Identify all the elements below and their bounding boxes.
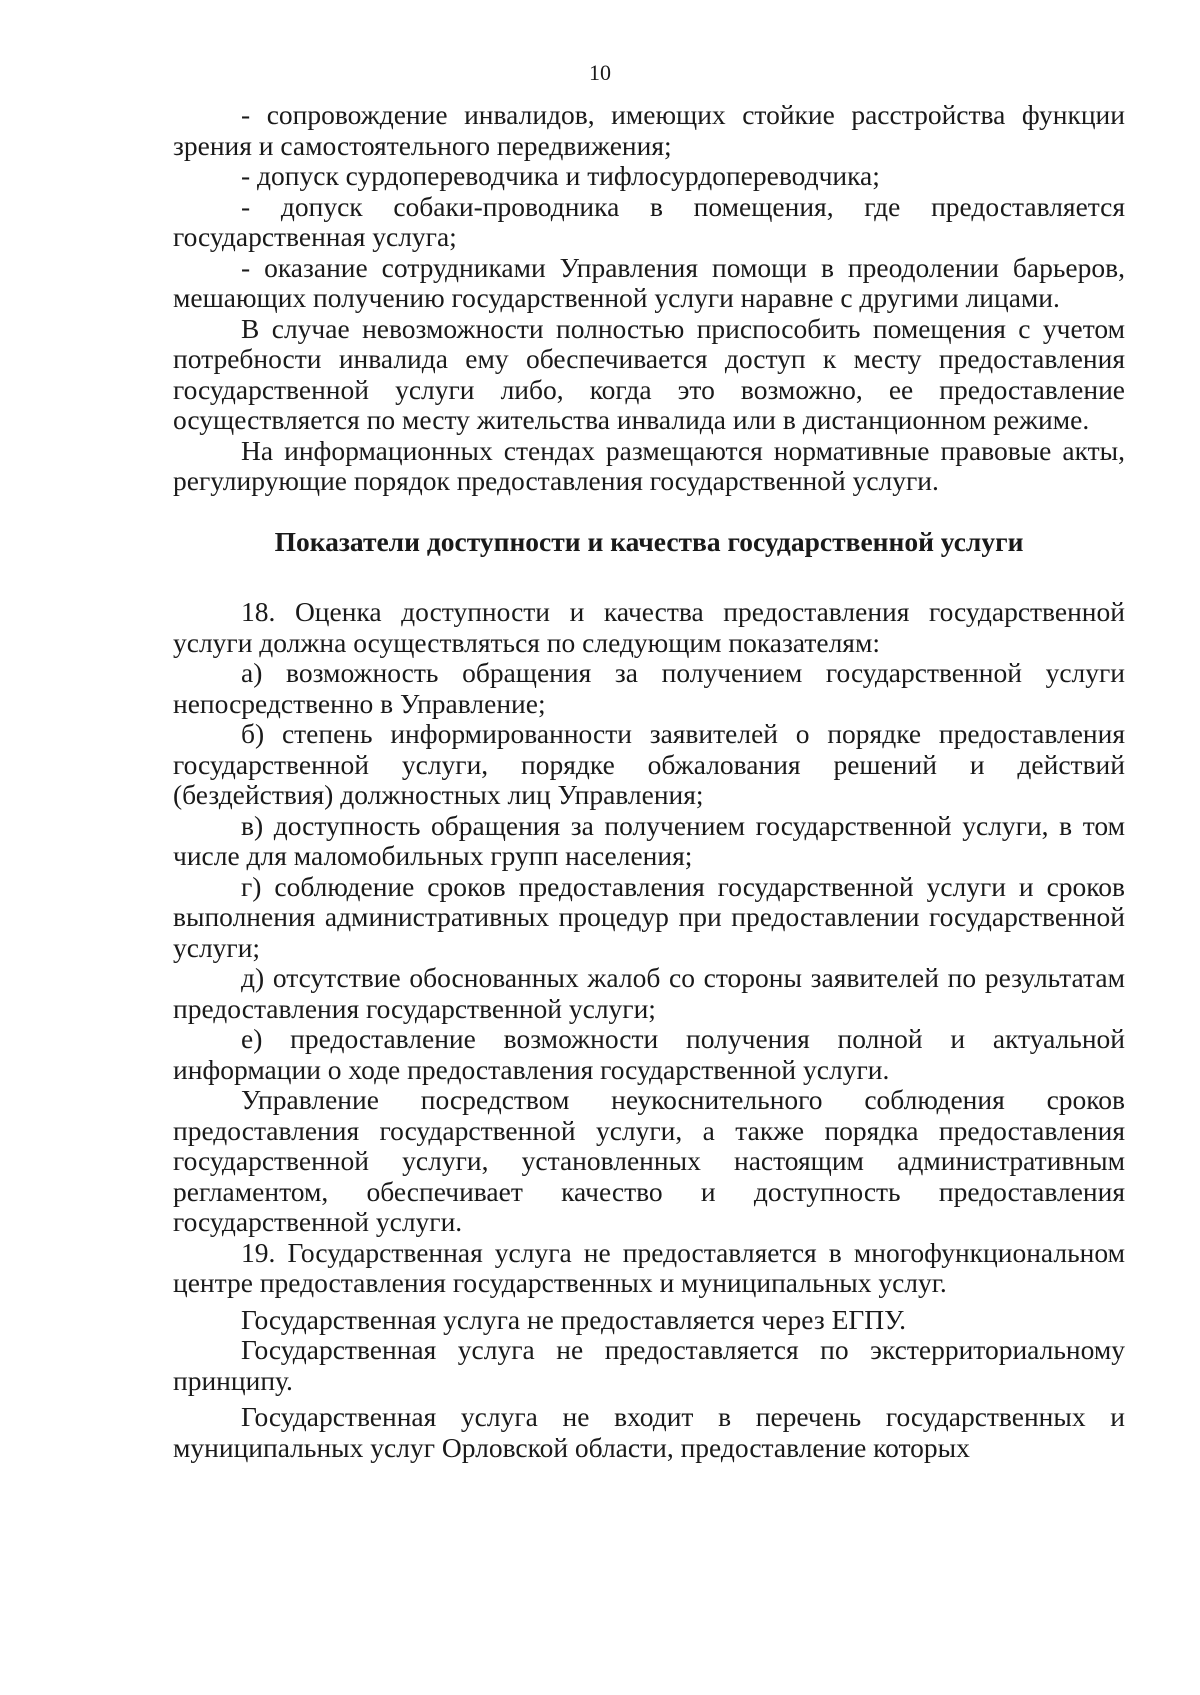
paragraph: в) доступность обращения за получением государственной услуги, в том числе для маломобильных групп населения; xyxy=(173,809,1125,871)
paragraph: Государственная услуга не входит в перечень государственных и муниципальных услуг Орловской области, предоставление которых xyxy=(173,1401,1125,1463)
paragraph: 19. Государственная услуга не предоставляется в многофункциональном центре предоставления государственных и муниципальных услуг. xyxy=(173,1236,1125,1298)
paragraph: На информационных стендах размещаются нормативные правовые акты, регулирующие порядок предоставления государственной услуги. xyxy=(173,434,1125,496)
paragraph: - сопровождение инвалидов, имеющих стойкие расстройства функции зрения и самостоятельного передвижения; xyxy=(173,99,1125,161)
paragraph: В случае невозможности полностью приспособить помещения с учетом потребности инвалида ему обеспечивается доступ к месту предоставления государственной услуги либо, когда это возможно, ее предоставление осуществляется по месту жительства инвалида или в дистанционном режиме. xyxy=(173,312,1125,435)
paragraph: - допуск собаки-проводника в помещения, где предоставляется государственная услуга; xyxy=(173,190,1125,252)
page-number: 10 xyxy=(589,60,611,85)
paragraph: а) возможность обращения за получением государственной услуги непосредственно в Управление; xyxy=(173,657,1125,719)
paragraph: Государственная услуга не предоставляется через ЕГПУ. xyxy=(241,1303,906,1335)
paragraph: - допуск сурдопереводчика и тифлосурдопереводчика; xyxy=(241,160,880,191)
paragraph: г) соблюдение сроков предоставления государственной услуги и сроков выполнения административных процедур при предоставлении государственной услуги; xyxy=(173,870,1125,963)
paragraph: - оказание сотрудниками Управления помощи в преодолении барьеров, мешающих получению государственной услуги наравне с другими лицами. xyxy=(173,251,1125,313)
section-heading: Показатели доступности и качества государственной услуги xyxy=(274,525,1024,557)
paragraph: Государственная услуга не предоставляется по экстерриториальному принципу. xyxy=(173,1334,1125,1396)
paragraph: 18. Оценка доступности и качества предоставления государственной услуги должна осуществляться по следующим показателям: xyxy=(173,596,1125,658)
paragraph: б) степень информированности заявителей о порядке предоставления государственной услуги, порядке обжалования решений и действий (бездействия) должностных лиц Управления; xyxy=(173,718,1125,810)
paragraph: Управление посредством неукоснительного соблюдения сроков предоставления государственной услуги, а также порядка предоставления государственной услуги, установленных настоящим административным регламентом, обеспечивает качество и доступность предоставления государственной услуги. xyxy=(173,1084,1125,1237)
paragraph: д) отсутствие обоснованных жалоб со стороны заявителей по результатам предоставления государственной услуги; xyxy=(173,962,1125,1024)
document-body xyxy=(173,100,1125,1463)
paragraph: е) предоставление возможности получения полной и актуальной информации о ходе предоставления государственной услуги. xyxy=(173,1023,1125,1085)
